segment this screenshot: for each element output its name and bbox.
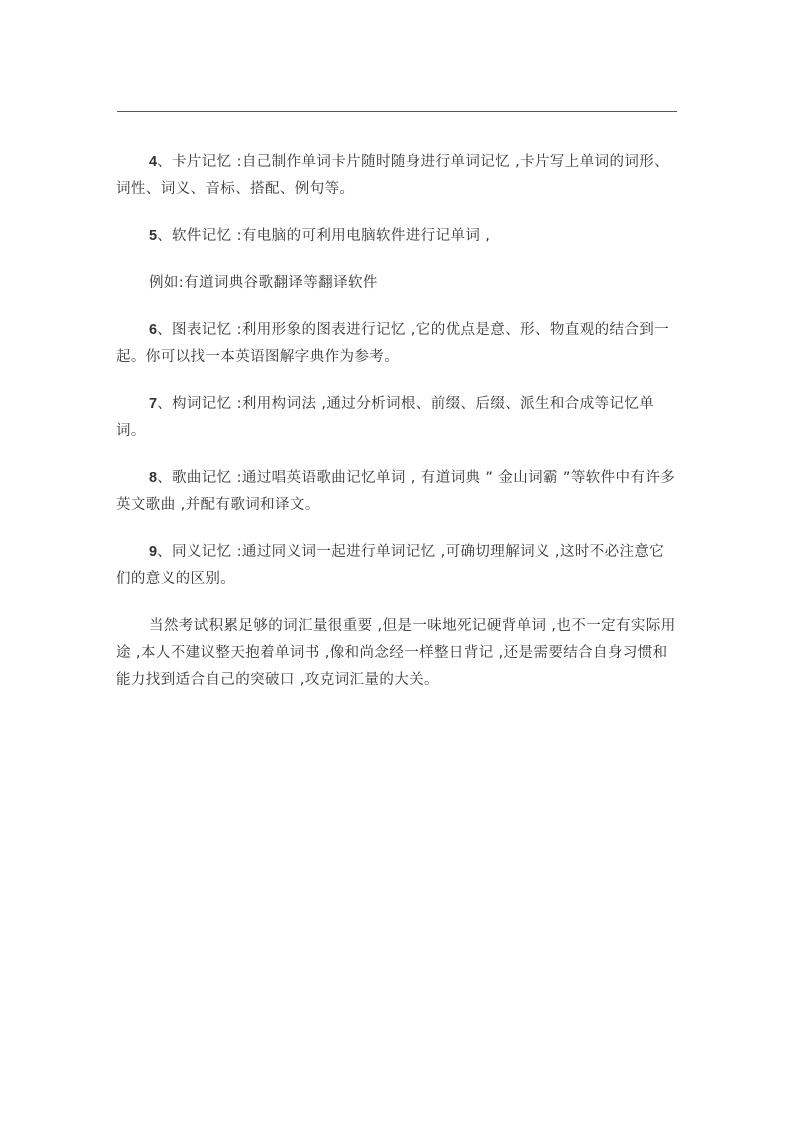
item-number: 5 <box>149 228 158 244</box>
paragraph-chart-memory <box>116 317 676 371</box>
paragraph-text: 、同义记忆 :通过同义词一起进行单词记忆 ,可确切理解词义 ,这时不必注意它们的意义的区别。 <box>116 544 665 587</box>
paragraph-card-memory <box>116 149 676 203</box>
paragraph-synonym-memory <box>116 539 676 593</box>
item-number: 8 <box>149 470 158 486</box>
header-rule <box>117 111 677 112</box>
item-number: 6 <box>149 322 158 338</box>
paragraph-text: 例如:有道词典谷歌翻译等翻译软件 <box>149 275 378 291</box>
item-number: 7 <box>149 396 158 412</box>
paragraph-text: 、图表记忆 :利用形象的图表进行记忆 ,它的优点是意、形、物直观的结合到一起。你可以找一本英语图解字典作为参考。 <box>116 322 670 365</box>
paragraph-text: 、歌曲记忆 :通过唱英语歌曲记忆单词 , 有道词典 ” 金山词霸 ”等软件中有许多英文歌曲 ,并配有歌词和译文。 <box>116 470 676 513</box>
paragraph-text: 当然考试积累足够的词汇量很重要 ,但是一味地死记硬背单词 ,也不一定有实际用途 ,本人不建议整天抱着单词书 ,像和尚念经一样整日背记 ,还是需要结合自身习惯和能力找到适合自己的突破口 ,攻克词汇量的大关。 <box>116 618 676 688</box>
paragraph-text: 、卡片记忆 :自己制作单词卡片随时随身进行单词记忆 ,卡片写上单词的词形、词性、词义、音标、搭配、例句等。 <box>116 154 670 197</box>
document-body <box>116 149 676 714</box>
paragraph-software-memory <box>116 223 676 250</box>
paragraph-word-formation-memory <box>116 391 676 445</box>
paragraph-text: 、构词记忆 :利用构词法 ,通过分析词根、前缀、后缀、派生和合成等记忆单词。 <box>116 396 655 439</box>
paragraph-software-example <box>116 270 676 297</box>
item-number: 4 <box>149 154 158 170</box>
paragraph-text: 、软件记忆 :有电脑的可利用电脑软件进行记单词 , <box>157 228 491 244</box>
paragraph-song-memory <box>116 465 676 519</box>
item-number: 9 <box>149 544 158 560</box>
paragraph-conclusion <box>116 613 676 694</box>
